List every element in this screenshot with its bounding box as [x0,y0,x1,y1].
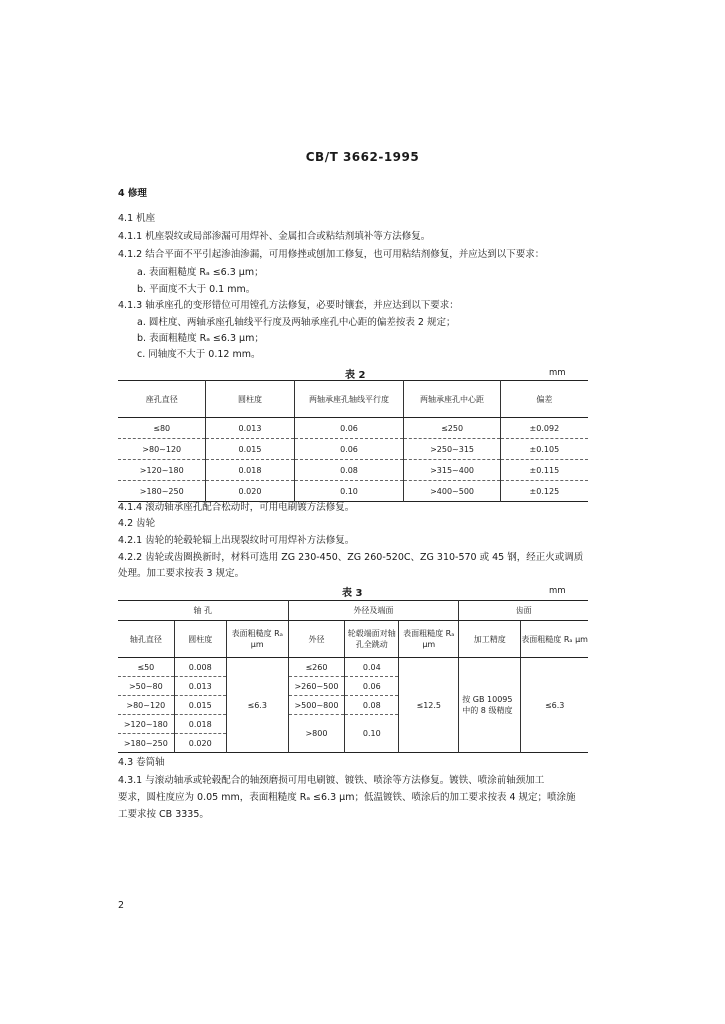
t2-cell: >315~400 [404,460,500,481]
table-2-caption: 表 2 [345,370,366,381]
t2-cell: 0.018 [206,460,294,481]
section-4-2-title: 4.2 齿轮 [118,518,156,529]
t3-group-tooth-face: 齿面 [459,601,588,621]
t3-header-outer-diameter: 外径 [288,621,345,658]
t3-cell: 0.08 [345,696,399,715]
t2-cell: ±0.092 [500,418,588,439]
t3-header-bore-roughness: 表面粗糙度 Rₐ μm [226,621,288,658]
t2-cell: >400~500 [404,481,500,502]
para-4-1-1: 4.1.1 机座裂纹或局部渗漏可用焊补、金属扣合或粘结剂填补等方法修复。 [118,231,431,242]
t2-cell: 0.013 [206,418,294,439]
page-header: CB/T 3662-1995 [305,150,420,164]
t2-header-center-distance: 两轴承座孔中心距 [404,381,500,418]
t3-face-roughness-value: ≤12.5 [399,658,459,753]
table-row [118,439,588,460]
page-number: 2 [118,900,125,911]
para-4-1-3-b: b. 表面粗糙度 Rₐ ≤6.3 μm； [137,333,264,344]
t3-cell: 0.10 [345,715,399,753]
t3-cell: ≤260 [288,658,345,677]
para-4-3-1-line2: 要求，圆柱度应为 0.05 mm，表面粗糙度 Rₐ ≤6.3 μm；低温镀铁、喷涂后的加工要求按表 4 规定；喷涂施 [118,792,576,803]
t2-cell: >80~120 [118,439,206,460]
t3-cell: 0.06 [345,677,399,696]
table-row [118,418,588,439]
para-4-2-2-line1: 4.2.2 齿轮或齿圈换新时，材料可选用 ZG 230-450、ZG 260-520C、ZG 310-570 或 45 钢，经正火或调质 [118,552,584,563]
t3-header-face-runout: 轮毂端面对轴孔全跳动 [345,621,399,658]
table-row [118,658,588,677]
para-4-2-2-line2: 处理。加工要求按表 3 规定。 [118,568,245,579]
t2-cell: >180~250 [118,481,206,502]
t2-header-cylindricity: 圆柱度 [206,381,294,418]
t3-cell: >80~120 [118,696,174,715]
t2-cell: 0.10 [294,481,404,502]
t3-cell: 0.020 [174,734,226,753]
table-row [118,460,588,481]
t3-cell: 0.013 [174,677,226,696]
t3-cell: >500~800 [288,696,345,715]
t3-cell: 0.018 [174,715,226,734]
section-4-3-title: 4.3 卷筒轴 [118,757,165,768]
t2-cell: 0.020 [206,481,294,502]
section-4-title: 4 修理 [118,188,147,199]
t3-cell: >260~500 [288,677,345,696]
t3-header-precision: 加工精度 [459,621,521,658]
t3-group-bore: 轴 孔 [118,601,288,621]
para-4-1-3-c: c. 同轴度不大于 0.12 mm。 [137,349,261,360]
t2-cell: 0.06 [294,439,404,460]
t2-header-deviation: 偏差 [500,381,588,418]
section-4-1-title: 4.1 机座 [118,213,156,224]
t3-cell: >50~80 [118,677,174,696]
t3-tooth-roughness-value: ≤6.3 [544,700,565,710]
t3-cell: >180~250 [118,734,174,753]
para-4-3-1-line3: 工要求按 CB 3335。 [118,809,209,820]
t2-cell: 0.06 [294,418,404,439]
t3-precision-value: 按 GB 10095 中的 8 级精度 [459,658,521,753]
t2-cell: >250~315 [404,439,500,460]
table-2-unit: mm [549,368,566,378]
t3-cell: 0.04 [345,658,399,677]
t3-group-outer-face: 外径及端面 [288,601,459,621]
t2-header-bore-diameter: 座孔直径 [118,381,206,418]
t3-header-face-roughness: 表面粗糙度 Rₐ μm [399,621,459,658]
t2-header-parallelism: 两轴承座孔轴线平行度 [294,381,404,418]
t3-cell: ≤50 [118,658,174,677]
t3-header-tooth-roughness: 表面粗糙度 Rₐ μm [521,621,588,658]
t2-cell: >120~180 [118,460,206,481]
t2-cell: 0.08 [294,460,404,481]
t3-bore-roughness-value: ≤6.3 [226,658,288,753]
t3-cell: 0.008 [174,658,226,677]
t3-header-cylindricity: 圆柱度 [174,621,226,658]
para-4-1-2-a: a. 表面粗糙度 Rₐ ≤6.3 μm； [137,267,264,278]
table-3-unit: mm [549,586,566,596]
t3-header-bore-diameter: 轴孔直径 [118,621,174,658]
para-4-2-1: 4.2.1 齿轮的轮毂轮辐上出现裂纹时可用焊补方法修复。 [118,535,355,546]
t3-cell: >120~180 [118,715,174,734]
para-4-1-2-b: b. 平面度不大于 0.1 mm。 [137,284,256,295]
table-3-caption: 表 3 [342,588,363,599]
table-3 [118,600,588,753]
t2-cell: ±0.125 [529,486,560,496]
t3-cell: >800 [288,715,345,753]
para-4-1-3: 4.1.3 轴承座孔的变形错位可用镗孔方法修复，必要时镶套，并应达到以下要求： [118,300,459,311]
table-2 [118,380,588,502]
t2-cell: ±0.105 [500,439,588,460]
para-4-1-4: 4.1.4 滚动轴承座孔配合松动时，可用电刷镀方法修复。 [118,502,355,513]
t2-cell: ±0.115 [500,460,588,481]
t2-cell: ≤80 [118,418,206,439]
para-4-1-3-a: a. 圆柱度、两轴承座孔轴线平行度及两轴承座孔中心距的偏差按表 2 规定； [137,317,456,328]
para-4-3-1-line1: 4.3.1 与滚动轴承或轮毂配合的轴颈磨损可用电刷镀、镀铁、喷涂等方法修复。镀铁、喷涂前轴颈加工 [118,775,545,786]
t3-cell: 0.015 [174,696,226,715]
t2-cell: ≤250 [404,418,500,439]
t2-cell: 0.015 [206,439,294,460]
table-row [118,481,588,502]
para-4-1-2: 4.1.2 结合平面不平引起渗油渗漏，可用修挫或刨加工修复，也可用粘结剂修复，并应达到以下要求： [118,249,545,260]
